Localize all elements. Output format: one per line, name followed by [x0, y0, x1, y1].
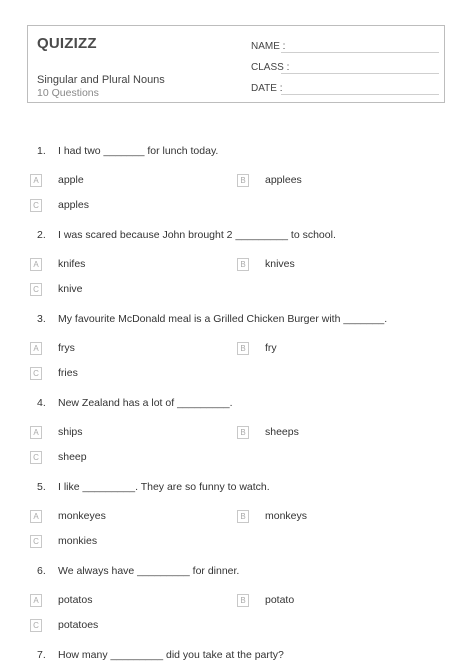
option-text: applees [265, 174, 302, 186]
question-number: 4. [37, 397, 46, 409]
option-letter-box: C [30, 619, 42, 632]
question-number: 7. [37, 649, 46, 661]
option-text: ships [58, 426, 83, 438]
question-text: How many _________ did you take at the party? [58, 649, 284, 661]
date-line [281, 94, 439, 95]
option-letter-box: B [237, 426, 249, 439]
worksheet-title: Singular and Plural Nouns [37, 74, 165, 86]
question-text: I was scared because John brought 2 _________ to school. [58, 229, 336, 241]
date-label: DATE : [251, 83, 283, 94]
question-text: I had two _______ for lunch today. [58, 145, 219, 157]
option-letter-box: A [30, 342, 42, 355]
option-text: knives [265, 258, 295, 270]
question-number: 1. [37, 145, 46, 157]
option-letter-box: B [237, 258, 249, 271]
option-letter-box: C [30, 451, 42, 464]
name-label: NAME : [251, 41, 286, 52]
option-text: knive [58, 283, 83, 295]
option-letter-box: C [30, 199, 42, 212]
option-letter-box: C [30, 283, 42, 296]
question-number: 3. [37, 313, 46, 325]
option-letter-box: A [30, 258, 42, 271]
question-count: 10 Questions [37, 87, 99, 99]
option-text: monkies [58, 535, 98, 547]
option-text: frys [58, 342, 75, 354]
option-letter-box: C [30, 367, 42, 380]
option-letter-box: A [30, 510, 42, 523]
option-text: sheep [58, 451, 87, 463]
question-number: 5. [37, 481, 46, 493]
option-text: sheeps [265, 426, 299, 438]
worksheet-header [27, 25, 445, 103]
option-letter-box: A [30, 174, 42, 187]
option-text: fry [265, 342, 277, 354]
option-letter-box: C [30, 535, 42, 548]
option-text: potatos [58, 594, 93, 606]
option-letter-box: B [237, 510, 249, 523]
option-letter-box: A [30, 594, 42, 607]
option-text: potato [265, 594, 295, 606]
option-text: monkeys [265, 510, 308, 522]
option-text: potatoes [58, 619, 99, 631]
class-line [281, 73, 439, 74]
option-letter-box: A [30, 426, 42, 439]
option-text: apple [58, 174, 84, 186]
question-text: New Zealand has a lot of _________. [58, 397, 233, 409]
option-text: fries [58, 367, 78, 379]
option-text: knifes [58, 258, 86, 270]
option-text: apples [58, 199, 89, 211]
question-number: 2. [37, 229, 46, 241]
option-text: monkeyes [58, 510, 106, 522]
question-text: We always have _________ for dinner. [58, 565, 240, 577]
option-letter-box: B [237, 174, 249, 187]
question-text: My favourite McDonald meal is a Grilled Chicken Burger with _______. [58, 313, 388, 325]
quizizz-logo: QUIZIZZ [37, 35, 97, 52]
question-number: 6. [37, 565, 46, 577]
name-line [281, 52, 439, 53]
class-label: CLASS : [251, 62, 290, 73]
question-text: I like _________. They are so funny to watch. [58, 481, 270, 493]
option-letter-box: B [237, 594, 249, 607]
option-letter-box: B [237, 342, 249, 355]
